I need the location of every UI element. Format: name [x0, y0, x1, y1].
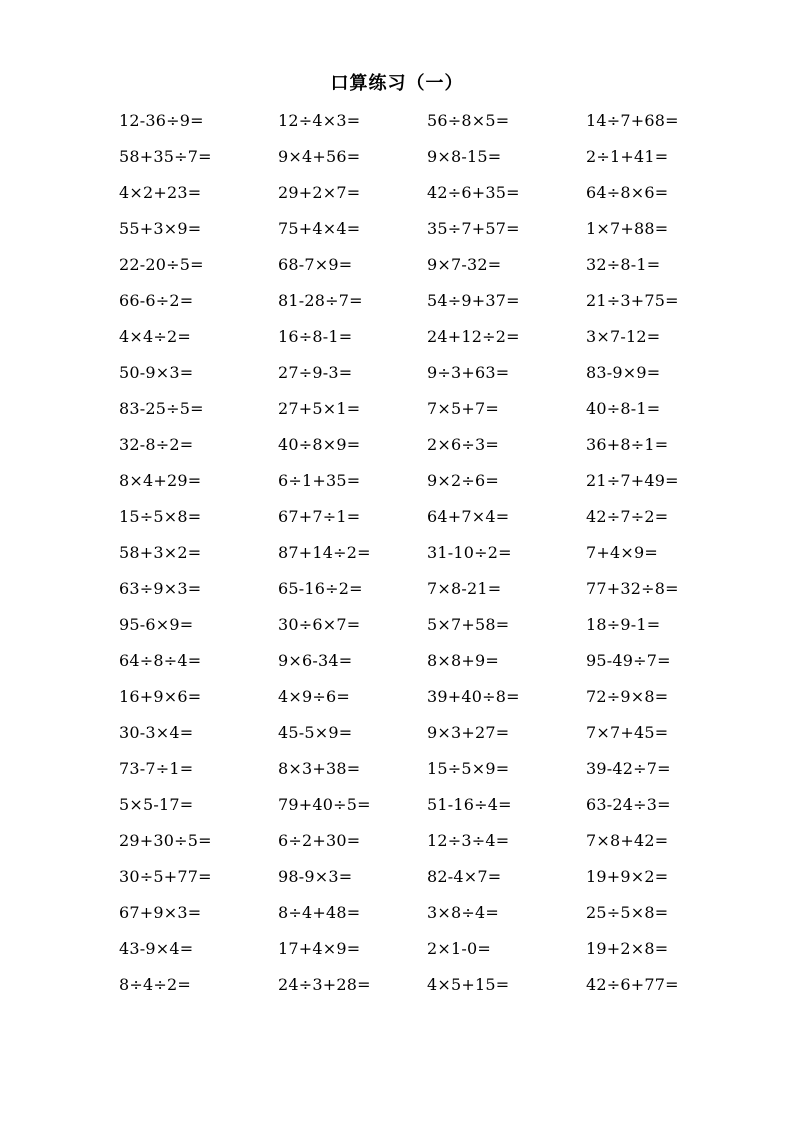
problem: 72÷9×8=: [586, 687, 669, 706]
problem: 42÷6+35=: [427, 183, 520, 202]
problem-row: [0, 175, 794, 211]
problem-row: [0, 895, 794, 931]
problem: 19+2×8=: [586, 939, 669, 958]
problem: 95-49÷7=: [586, 651, 671, 670]
problem-row: [0, 499, 794, 535]
problem: 6÷2+30=: [278, 831, 361, 850]
problem: 8÷4÷2=: [119, 975, 191, 994]
problem: 45-5×9=: [278, 723, 353, 742]
problem: 27+5×1=: [278, 399, 361, 418]
problem: 55+3×9=: [119, 219, 202, 238]
problem: 7×8-21=: [427, 579, 502, 598]
problem: 81-28÷7=: [278, 291, 363, 310]
problem: 66-6÷2=: [119, 291, 194, 310]
problem-row: [0, 751, 794, 787]
problem: 51-16÷4=: [427, 795, 512, 814]
problem: 83-9×9=: [586, 363, 661, 382]
problem: 87+14÷2=: [278, 543, 371, 562]
problem: 56÷8×5=: [427, 111, 510, 130]
problem-row: [0, 571, 794, 607]
problem: 2×1-0=: [427, 939, 491, 958]
problem: 3×7-12=: [586, 327, 661, 346]
problem-row: [0, 967, 794, 1003]
problem: 68-7×9=: [278, 255, 353, 274]
problem: 9×2÷6=: [427, 471, 499, 490]
problem: 77+32÷8=: [586, 579, 679, 598]
problem: 8×8+9=: [427, 651, 499, 670]
problem: 7×8+42=: [586, 831, 669, 850]
problem: 21÷3+75=: [586, 291, 679, 310]
problem: 5×7+58=: [427, 615, 510, 634]
problem: 67+7÷1=: [278, 507, 361, 526]
problem: 30÷6×7=: [278, 615, 361, 634]
problem: 22-20÷5=: [119, 255, 204, 274]
problem: 16÷8-1=: [278, 327, 353, 346]
problem: 36+8÷1=: [586, 435, 669, 454]
problem: 64÷8×6=: [586, 183, 669, 202]
problem: 40÷8×9=: [278, 435, 361, 454]
problem-row: [0, 355, 794, 391]
problem: 30÷5+77=: [119, 867, 212, 886]
problem: 15÷5×9=: [427, 759, 510, 778]
problem: 43-9×4=: [119, 939, 194, 958]
problem: 50-9×3=: [119, 363, 194, 382]
problem: 32-8÷2=: [119, 435, 194, 454]
problem: 8×3+38=: [278, 759, 361, 778]
problem: 1×7+88=: [586, 219, 669, 238]
problem-row: [0, 427, 794, 463]
problem: 12÷3÷4=: [427, 831, 510, 850]
problem: 16+9×6=: [119, 687, 202, 706]
problem: 12÷4×3=: [278, 111, 361, 130]
problem: 58+35÷7=: [119, 147, 212, 166]
problem: 15÷5×8=: [119, 507, 202, 526]
problem: 18÷9-1=: [586, 615, 661, 634]
problem: 29+2×7=: [278, 183, 361, 202]
problem-row: [0, 607, 794, 643]
problem: 31-10÷2=: [427, 543, 512, 562]
problem: 2÷1+41=: [586, 147, 669, 166]
problem: 63÷9×3=: [119, 579, 202, 598]
problem: 7+4×9=: [586, 543, 658, 562]
problem: 42÷7÷2=: [586, 507, 669, 526]
problem: 9×7-32=: [427, 255, 502, 274]
problem: 7×7+45=: [586, 723, 669, 742]
problem: 2×6÷3=: [427, 435, 499, 454]
problem: 9×4+56=: [278, 147, 361, 166]
problem-row: [0, 535, 794, 571]
problem-row: [0, 715, 794, 751]
page-title: 口算练习（一）: [330, 73, 464, 94]
problem: 9×3+27=: [427, 723, 510, 742]
problem-row: [0, 823, 794, 859]
problem: 64+7×4=: [427, 507, 510, 526]
problem: 79+40÷5=: [278, 795, 371, 814]
problem-row: [0, 643, 794, 679]
problem-row: [0, 247, 794, 283]
problem: 9×8-15=: [427, 147, 502, 166]
problem-row: [0, 787, 794, 823]
problem: 39-42÷7=: [586, 759, 671, 778]
problem: 73-7÷1=: [119, 759, 194, 778]
problem-row: [0, 211, 794, 247]
problem: 83-25÷5=: [119, 399, 204, 418]
problem: 3×8÷4=: [427, 903, 499, 922]
problem: 14÷7+68=: [586, 111, 679, 130]
problem: 30-3×4=: [119, 723, 194, 742]
problem: 6÷1+35=: [278, 471, 361, 490]
problem: 64÷8÷4=: [119, 651, 202, 670]
problem: 58+3×2=: [119, 543, 202, 562]
problem: 95-6×9=: [119, 615, 194, 634]
problem-row: [0, 463, 794, 499]
problem: 29+30÷5=: [119, 831, 212, 850]
problem: 54÷9+37=: [427, 291, 520, 310]
problem: 39+40÷8=: [427, 687, 520, 706]
problem: 82-4×7=: [427, 867, 502, 886]
problem: 4×4÷2=: [119, 327, 191, 346]
problem: 35÷7+57=: [427, 219, 520, 238]
problem-row: [0, 931, 794, 967]
problem: 9×6-34=: [278, 651, 353, 670]
problem: 19+9×2=: [586, 867, 669, 886]
problem: 27÷9-3=: [278, 363, 353, 382]
problem-row: [0, 139, 794, 175]
problem-row: [0, 391, 794, 427]
problem: 4×9÷6=: [278, 687, 350, 706]
problem: 67+9×3=: [119, 903, 202, 922]
problem: 4×5+15=: [427, 975, 510, 994]
problem-row: [0, 283, 794, 319]
problem-row: [0, 859, 794, 895]
problem: 12-36÷9=: [119, 111, 204, 130]
problem: 4×2+23=: [119, 183, 202, 202]
problem: 75+4×4=: [278, 219, 361, 238]
problem: 17+4×9=: [278, 939, 361, 958]
problem-row: [0, 103, 794, 139]
problem: 98-9×3=: [278, 867, 353, 886]
problem: 5×5-17=: [119, 795, 194, 814]
problem: 40÷8-1=: [586, 399, 661, 418]
problem: 25÷5×8=: [586, 903, 669, 922]
problem-grid: [0, 103, 794, 1003]
problem: 21÷7+49=: [586, 471, 679, 490]
problem-row: [0, 319, 794, 355]
problem: 8×4+29=: [119, 471, 202, 490]
problem: 7×5+7=: [427, 399, 499, 418]
problem: 8÷4+48=: [278, 903, 361, 922]
problem: 9÷3+63=: [427, 363, 510, 382]
problem: 65-16÷2=: [278, 579, 363, 598]
problem: 32÷8-1=: [586, 255, 661, 274]
problem-row: [0, 679, 794, 715]
problem: 24+12÷2=: [427, 327, 520, 346]
problem: 42÷6+77=: [586, 975, 679, 994]
problem: 24÷3+28=: [278, 975, 371, 994]
problem: 63-24÷3=: [586, 795, 671, 814]
